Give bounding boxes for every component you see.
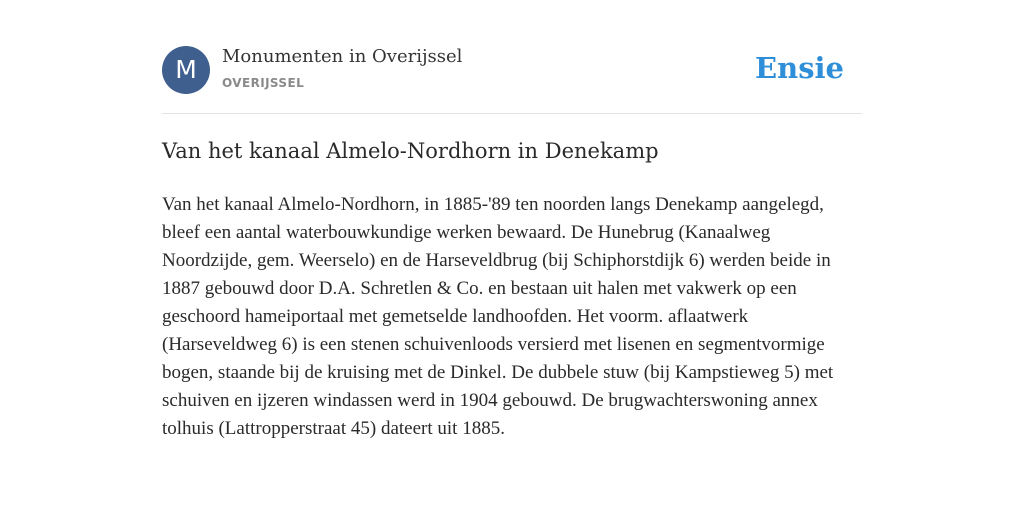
header-divider	[162, 113, 862, 114]
source-header	[162, 46, 862, 96]
article-title: Van het kanaal Almelo-Nordhorn in Denekamp	[162, 139, 659, 163]
article-body: Van het kanaal Almelo-Nordhorn, in 1885-'89 ten noorden langs Denekamp aangelegd, bleef een aantal waterbouwkundige werken bewaard. De Hunebrug (Kanaalweg Noordzijde, gem. Weerselo) en de Harseveldbrug (bij Schiphorstdijk 6) werden beide in 1887 gebouwd door D.A. Schretlen & Co. en bestaan uit halen met vakwerk op een geschoord hameiportaal met gemetselde landhoofden. Het voorm. aflaatwerk (Harseveldweg 6) is een stenen schuivenloods versierd met lisenen en segmentvormige bogen, staande bij de kruising met de Dinkel. De dubbele stuw (bij Kampstieweg 5) met schuiven en ijzeren windassen werd in 1904 gebouwd. De brugwachterswoning annex tolhuis (Lattropperstraat 45) dateert uit 1885.	[162, 194, 834, 439]
ensie-logo[interactable]: Ensie	[755, 51, 844, 85]
source-avatar[interactable]: M	[162, 46, 210, 94]
source-subtitle: OVERIJSSEL	[222, 76, 305, 90]
source-title-link[interactable]: Monumenten in Overijssel	[222, 46, 463, 67]
